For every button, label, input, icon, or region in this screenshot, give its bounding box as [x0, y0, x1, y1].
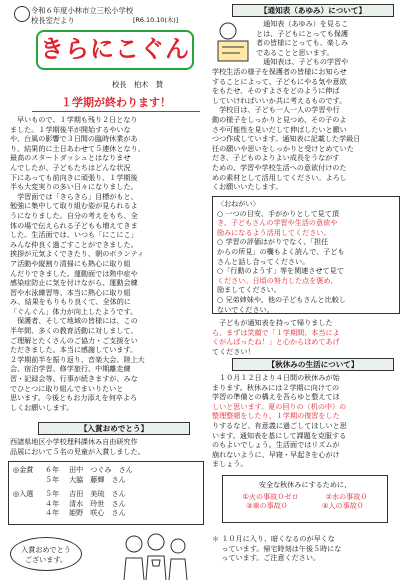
- award-row: [13, 489, 199, 499]
- body-line: ました。１学期後半が開始するやいな: [10, 124, 131, 134]
- awards-list: [8, 461, 204, 525]
- tip-line: き、子どもさんの学習や生活の意欲や: [217, 218, 338, 228]
- body-line: 「ぐんぐん」体力が向上したようです。: [10, 306, 138, 316]
- student-illustration: [112, 530, 200, 582]
- body-line: 学校目は、子ども一人一人の学習や行: [212, 105, 340, 115]
- body-line: んだりできました。運動面では熱中症や: [10, 268, 138, 278]
- footer-note: [212, 534, 402, 563]
- body-line: 下にあっても前向きに頑張り、１学期後: [10, 172, 138, 182]
- award-student: 吉田 美琉 さん: [69, 489, 126, 499]
- footer-line: っています。帰宅時刻は午後５時にな: [212, 543, 342, 553]
- newsletter-title-box: [36, 30, 194, 70]
- safety-box-title: 安全な秋休みにするために、: [258, 480, 352, 489]
- body-line: ための、学習や学校生活への意欲付けのた: [212, 162, 347, 172]
- body-line: 学習面では「きらきら」目標がもと、: [10, 191, 138, 201]
- body-line: み、結果をもりもり良くて、全体的に: [10, 297, 131, 307]
- body-line: だき、子どものよりよい成長をうながす: [212, 153, 340, 163]
- congrats-speech-bubble: [10, 537, 82, 571]
- body-line: １０月１２日より４日間の秋休みが始: [212, 373, 340, 382]
- award-type: ◎入選: [13, 489, 34, 499]
- body-line: をもたせ、そのすよさをどのように伸ば: [212, 86, 340, 96]
- body-line: 者の皆様にとっても、楽しみ: [256, 38, 349, 48]
- body-line: でひとつに取り組んでまいりたいと: [10, 383, 124, 393]
- body-line: であることと思います。: [256, 47, 334, 57]
- award-grade: ４年: [45, 508, 60, 518]
- award-student: 清水 玲世 さん: [69, 498, 126, 508]
- student-body-icon: [124, 558, 144, 580]
- award-row: [13, 499, 199, 509]
- body-line: 崩れないように、早寝・早起きを心がけ: [212, 449, 340, 459]
- issue-date: [R6.10.10(木)]: [133, 16, 179, 24]
- body-line: うになりました。自分の考えをもち、全: [10, 210, 138, 220]
- section-heading-awards: 【入賞おめでとう】: [38, 422, 190, 435]
- body-line: 通知表は、子どもの学習や: [256, 57, 349, 67]
- body-line: ２学期前半を振り返り、音楽大会、陸上大: [10, 354, 145, 364]
- body-line: 会、宿泊学習、修学旅行、中期離走練: [10, 364, 131, 374]
- awards-intro: [10, 437, 206, 456]
- body-line: います。通知表を基にして課題を克服する: [212, 430, 347, 440]
- award-type: [13, 508, 45, 518]
- body-line: 学習の準備との構えを吾らゆと整えてほ: [212, 392, 340, 402]
- award-type: ◎金賞: [13, 465, 34, 474]
- bubble-line: 入賞おめでとう: [21, 545, 71, 554]
- footer-line: ＊ １０月に入り、暗くなるのが早くな: [212, 534, 335, 543]
- body-line: することによって、子どもにやる気や意欲: [212, 76, 347, 86]
- body-line: や、台風の影響で３日間の臨時休業があ: [10, 134, 138, 144]
- school-name: 令和６年度小林市立三松小学校: [31, 6, 134, 15]
- note-line: くがんばったね！」と心からほめてあげ: [212, 337, 340, 347]
- body-line: 体の場で伝えられる子どもも増えてきま: [10, 220, 138, 230]
- section-heading-report-card: 【通知表（あゆみ）について】: [232, 4, 394, 17]
- tip-line: ○ 学習の評価はがりでなく、「担任: [217, 237, 329, 247]
- body-line: しくお願いします。: [10, 402, 74, 412]
- body-line: しいと思います。夏の回りの（机の中）の: [212, 401, 347, 411]
- safety-item: ①火の事故０ゼロ: [242, 491, 299, 501]
- body-line: ご理解とたくさんのご協力・ご支援をい: [10, 335, 138, 345]
- newsletter-title: きらにこぐん: [40, 35, 190, 63]
- award-student: 田中 つぐみ さん: [69, 465, 133, 474]
- section-term-end-body: [10, 115, 206, 412]
- tip-line: ないでください。: [217, 304, 274, 314]
- award-type: [13, 475, 45, 485]
- note-line: ら、まずは笑顔で「１学期間、本当によ: [212, 327, 340, 337]
- body-line: 習や水泳練習等、本当に熱心に取り組: [10, 287, 131, 297]
- body-line: 整理整頓をしたり、１学期の復習をした: [212, 411, 340, 421]
- tip-line: ○「行動のようす」等を関連させて見て: [217, 266, 344, 276]
- footer-line: っています。ご注意ください。: [212, 553, 321, 563]
- body-line: 半も大変実りの多い日々になりました。: [10, 182, 138, 192]
- body-line: 半年間、多くの教育活動に対しまして、: [10, 326, 138, 336]
- body-line: 保護者、そして地域の皆様には、この: [10, 316, 138, 326]
- body-line: 勉強に集中して取り組む姿が見られるよ: [10, 201, 138, 211]
- body-line: 挨拶が元気よくできたり、朝のボランティ: [10, 249, 145, 259]
- body-line: 任の願いや思いをしっかりと受けとめていた: [212, 143, 354, 153]
- body-line: り、結果的に土日あわせて５連休となり、: [10, 143, 145, 153]
- award-row: [13, 465, 199, 475]
- note-line: てください！: [212, 346, 255, 356]
- body-line: した。生活面では、いつも「にこにこ」: [10, 230, 138, 240]
- award-grade: ４年: [45, 498, 60, 508]
- body-line: んでしたが、子どもたちはどんな状況: [10, 162, 131, 172]
- tip-line: からの所見」の欄もよく読んで、子ども: [217, 246, 345, 256]
- tips-title: 〈おねがい〉: [217, 199, 260, 208]
- tip-line: さんと話し合ってください。: [217, 256, 310, 266]
- bubble-line: ございます。: [25, 554, 67, 564]
- tips-box: [212, 196, 400, 314]
- body-line: さや可能性を見いだして伸ばしたいと願い: [212, 124, 347, 134]
- newsletter-subtitle: 校長室だより: [31, 16, 75, 25]
- body-line: 学校生活の様子を保護者の皆様にお知らせ: [212, 66, 347, 76]
- body-line: のもよいでしょう。生活面ではリズムが: [212, 440, 340, 450]
- body-line: 思います。今後ともお力添えを何卒よろ: [10, 393, 138, 403]
- student-head-icon: [171, 539, 185, 553]
- student-head-icon: [148, 534, 164, 550]
- body-line: つつ作成しています。通知表に記載した学級日: [212, 134, 361, 144]
- body-line: めの素材として活用してください。よろし: [212, 172, 347, 182]
- award-grade: ５年: [45, 489, 60, 499]
- tip-line: ○ 兄弟姉妹や、他の子どもさんと比較し: [217, 294, 346, 304]
- award-row: [13, 475, 199, 485]
- award-row: [13, 508, 199, 518]
- tip-line: ください。日頃の努力した点を褒め、: [217, 275, 338, 285]
- award-type: [13, 499, 45, 509]
- awards-intro-line: 西諸県地区小学校理科課休み自由研究作: [10, 437, 138, 446]
- section-report-card-body: [212, 19, 402, 192]
- student-head-icon: [126, 536, 142, 552]
- body-line: ア活動や縦割り清掃にも熱心に取り組: [10, 258, 131, 268]
- body-line: まります。秋休みには２学期に向けての: [212, 382, 340, 392]
- safety-item: ③車の事故０: [246, 501, 288, 511]
- safety-item-row: [229, 501, 381, 511]
- body-line: 動の様子をしっかりと見つめ、その子のよ: [212, 114, 347, 124]
- body-line: とは、子どもにとっても保護: [256, 28, 349, 38]
- body-line: 最高のスタートダッシュとはなりませ: [10, 153, 131, 163]
- awards-intro-line: 品展において５名の児童が入賞しました。: [10, 446, 145, 456]
- body-line: くお願いいたします。: [212, 182, 283, 192]
- award-student: 大脇 藤輝 さん: [69, 474, 126, 484]
- safety-item-row: [229, 492, 381, 502]
- note-line: 子どもが通知表を持って帰りました: [212, 318, 333, 327]
- praise-note: [212, 318, 402, 356]
- body-line: みんな仲良く過ごすことができました。: [10, 239, 138, 249]
- award-grade: ５年: [45, 474, 60, 484]
- body-line: りするなど、有意義に過ごしてほしいと思: [212, 420, 347, 430]
- body-line: ましょう。: [212, 459, 248, 469]
- body-line: 習・記録会等、行事が続きますが、みな: [10, 374, 138, 384]
- section-heading-autumn-break: 【秋休みの生活について】: [232, 358, 394, 371]
- tip-line: ○ 一つの目安、手がかりとして見て頂: [217, 208, 339, 218]
- school-logo-icon: [14, 6, 30, 22]
- principal-name: 校長 柏木 賛: [112, 80, 164, 89]
- section-heading-term-end: １学期が終わります！: [32, 96, 200, 112]
- award-student: 姫野 咲心 さん: [69, 508, 126, 518]
- body-line: 通知表（あゆみ）を見るこ: [256, 19, 349, 28]
- safety-item: ②水の事故０: [325, 491, 368, 501]
- body-line: していければいいか共に考えるものです。: [212, 95, 347, 105]
- body-line: ただきました。本当に感謝しています。: [10, 345, 138, 355]
- tip-line: 励みになるよう活用してください。: [217, 227, 331, 237]
- student-body-icon: [169, 559, 187, 580]
- section-autumn-break-body: [212, 373, 402, 469]
- trophy-icon: [152, 560, 160, 566]
- body-line: 早いもので、１学期も残り２日となり: [10, 115, 138, 124]
- award-grade: ６年: [45, 465, 60, 474]
- tip-line: 励ましてください。: [217, 285, 281, 295]
- safety-item: ④人の事故０: [322, 501, 364, 511]
- body-line: 感染症防止に気を付けながら、運動会練: [10, 278, 138, 288]
- safety-box: [222, 475, 388, 523]
